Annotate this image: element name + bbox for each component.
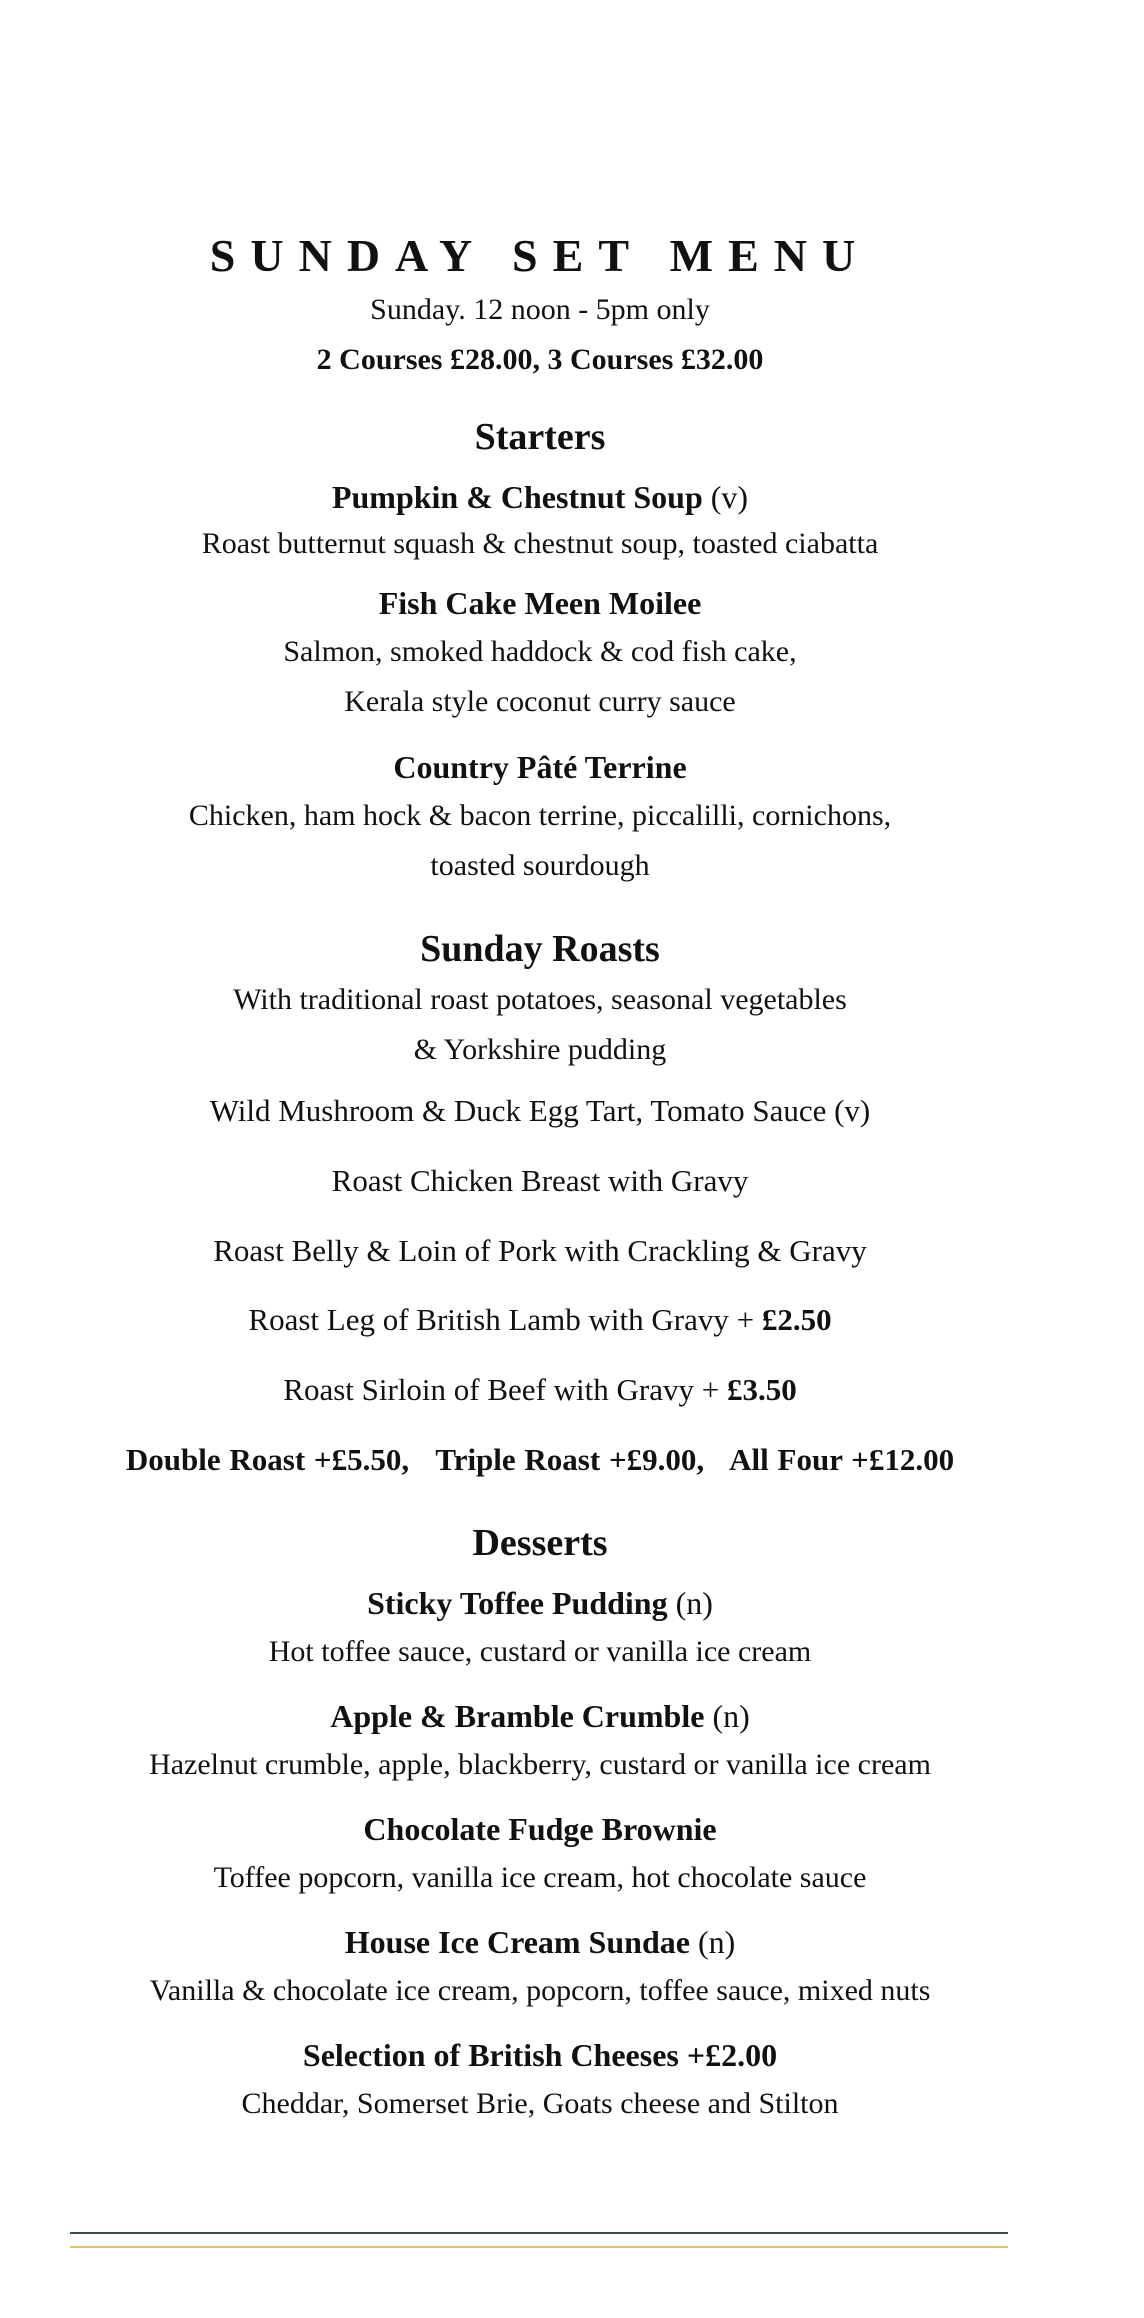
section-heading-desserts: Desserts: [472, 1522, 608, 1564]
section-heading-roasts: Sunday Roasts: [420, 928, 660, 970]
dish-description: Hot toffee sauce, custard or vanilla ice cream: [268, 1635, 812, 1668]
roast-combos: [0, 1439, 1080, 1481]
dish-description: toasted sourdough: [430, 849, 650, 882]
section-heading-starters: Starters: [474, 416, 606, 458]
dish-description: Kerala style coconut curry sauce: [344, 685, 736, 718]
roast-name: Roast Leg of British Lamb with Gravy +: [248, 1302, 762, 1337]
nut-tag: (n): [712, 1698, 750, 1734]
dish-description: Cheddar, Somerset Brie, Goats cheese and Stilton: [241, 2087, 839, 2120]
dish-description: Salmon, smoked haddock & cod fish cake,: [283, 635, 797, 668]
dish-name: [0, 1695, 1080, 1737]
dish-name: [0, 1921, 1080, 1963]
vegetarian-tag: (v): [710, 479, 749, 515]
footer-rule-gold: [70, 2246, 1008, 2248]
dish-name: Chocolate Fudge Brownie: [363, 1811, 717, 1847]
dish-description: Toffee popcorn, vanilla ice cream, hot chocolate sauce: [213, 1861, 867, 1894]
dish-name: [0, 476, 1080, 518]
roast-item: [0, 1369, 1080, 1411]
dish-name: Country Pâté Terrine: [393, 749, 687, 785]
dish-name: Selection of British Cheeses +£2.00: [302, 2037, 778, 2073]
roasts-intro: With traditional roast potatoes, seasonal vegetables: [233, 983, 847, 1016]
combo-triple: Triple Roast +£9.00,: [435, 1442, 705, 1477]
dish-title: House Ice Cream Sundae: [344, 1924, 690, 1960]
dish-description: Hazelnut crumble, apple, blackberry, custard or vanilla ice cream: [149, 1748, 931, 1781]
dish-title: Sticky Toffee Pudding: [367, 1585, 668, 1621]
nut-tag: (n): [697, 1924, 736, 1960]
combo-double: Double Roast +£5.50,: [125, 1442, 410, 1477]
dish-description: Vanilla & chocolate ice cream, popcorn, toffee sauce, mixed nuts: [149, 1974, 931, 2007]
nut-tag: (n): [675, 1585, 713, 1621]
roasts-intro: & Yorkshire pudding: [413, 1033, 667, 1066]
roast-item: Wild Mushroom & Duck Egg Tart, Tomato Sauce (v): [209, 1093, 871, 1128]
roast-item: Roast Belly & Loin of Pork with Crackling & Gravy: [213, 1233, 867, 1268]
service-hours: Sunday. 12 noon - 5pm only: [370, 293, 710, 326]
combo-all-four: All Four +£12.00: [729, 1442, 955, 1477]
dish-name: [0, 1582, 1080, 1624]
menu-title: SUNDAY SET MENU: [209, 230, 871, 281]
dish-description: Chicken, ham hock & bacon terrine, piccalilli, cornichons,: [188, 799, 892, 832]
roast-supplement: £3.50: [726, 1372, 797, 1407]
course-pricing: 2 Courses £28.00, 3 Courses £32.00: [316, 343, 764, 376]
dish-title: Apple & Bramble Crumble: [330, 1698, 705, 1734]
dish-name: Fish Cake Meen Moilee: [378, 585, 702, 621]
roast-supplement: £2.50: [761, 1302, 832, 1337]
roast-item: [0, 1299, 1080, 1341]
footer-rule-dark: [70, 2232, 1008, 2234]
dish-title: Pumpkin & Chestnut Soup: [331, 479, 703, 515]
roast-name: Roast Sirloin of Beef with Gravy +: [283, 1372, 727, 1407]
roast-item: Roast Chicken Breast with Gravy: [331, 1163, 749, 1198]
dish-description: Roast butternut squash & chestnut soup, toasted ciabatta: [201, 527, 879, 560]
